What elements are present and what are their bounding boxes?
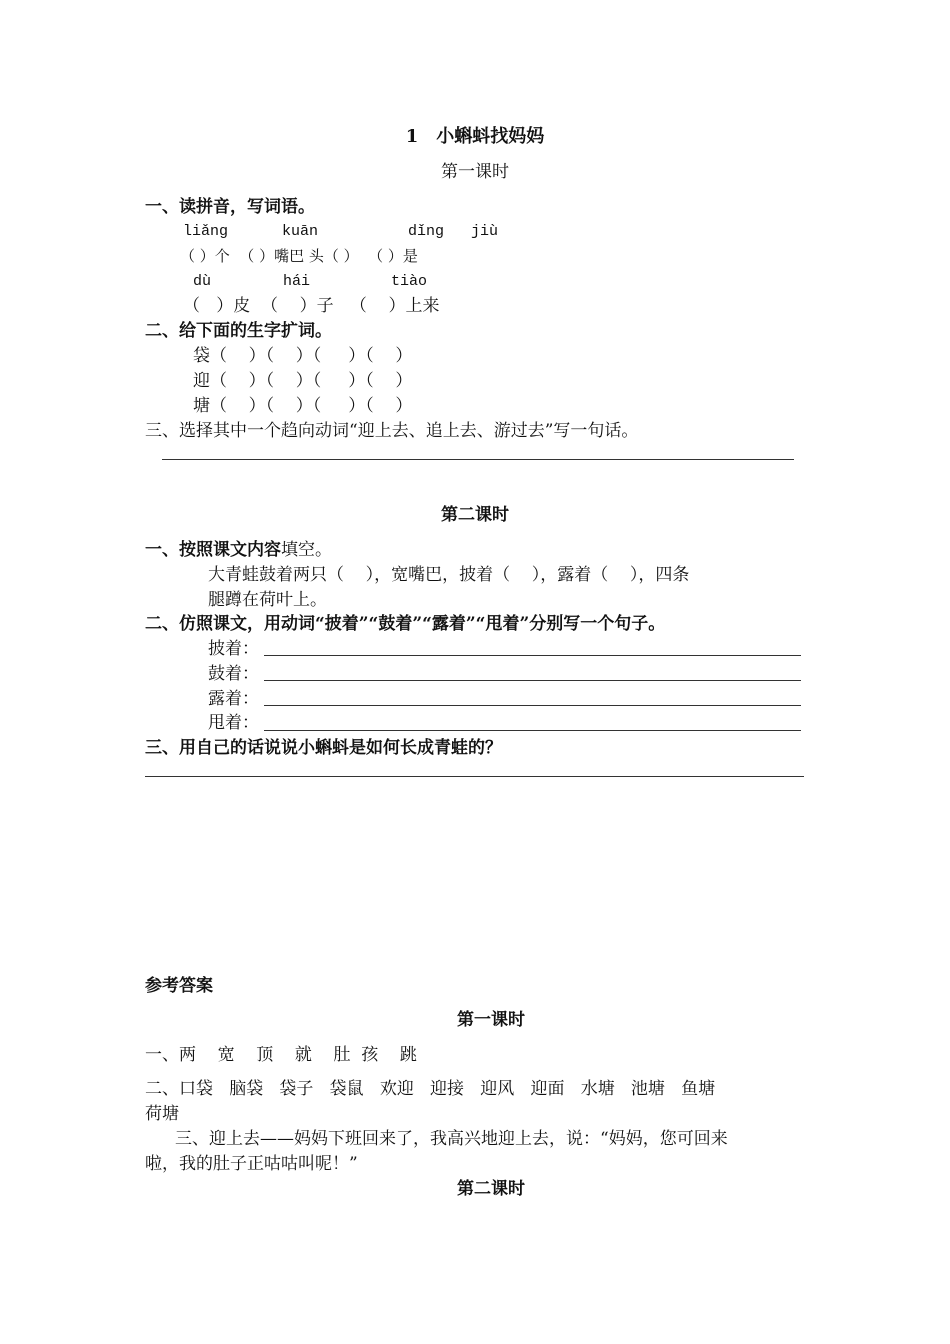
l2-q1-label xyxy=(145,540,332,560)
l1-q1-pinyin-row1: liǎng kuān dǐng jiù xyxy=(183,223,499,240)
l1-q3-label: 三、选择其中一个趋向动词“迎上去、追上去、游过去”写一句话。 xyxy=(145,421,639,441)
l1-q1-words-row1: （ ）个 （ ）嘴巴 头（ ） （ ）是 xyxy=(180,247,418,265)
l2-q2-line-guzhe[interactable] xyxy=(264,680,801,681)
l2-q2-item-guzhe: 鼓着： xyxy=(208,664,259,684)
answers-heading: 参考答案 xyxy=(145,976,213,996)
page-title: 1 小蝌蚪找妈妈 xyxy=(405,126,545,147)
answers-lesson2-heading: 第二课时 xyxy=(457,1179,525,1199)
l2-q2-item-shuaizhe: 甩着： xyxy=(208,713,259,733)
answer-3-line1: 三、迎上去——妈妈下班回来了，我高兴地迎上去，说：“妈妈，您可回来 xyxy=(175,1129,728,1149)
l2-q2-label: 二、仿照课文，用动词“披着”“鼓着”“露着”“甩着”分别写一个句子。 xyxy=(145,614,666,634)
answer-1: 一、两 宽 顶 就 肚 孩 跳 xyxy=(145,1045,417,1065)
l2-q2-line-pizhe[interactable] xyxy=(264,655,801,656)
l1-q1-words-row2: （ ）皮 （ ）子 （ ）上来 xyxy=(183,296,440,316)
l2-q1-label-bold: 一、按照课文内容 xyxy=(145,540,281,560)
answer-2-line1: 二、口袋 脑袋 袋子 袋鼠 欢迎 迎接 迎风 迎面 水塘 池塘 鱼塘 xyxy=(145,1079,716,1099)
l1-q2-row-dai: 袋（ ）（ ）（ ）（ ） xyxy=(193,346,413,366)
l1-q2-label: 二、给下面的生字扩词。 xyxy=(145,321,332,341)
l2-q3-answer-line[interactable] xyxy=(145,776,804,777)
l2-q3-label: 三、用自己的话说说小蝌蚪是如何长成青蛙的？ xyxy=(145,738,502,758)
answer-3-line2: 啦，我的肚子正咕咕叫呢！” xyxy=(145,1154,358,1174)
answer-2-line2: 荷塘 xyxy=(145,1104,179,1124)
l2-q2-line-luzhe[interactable] xyxy=(264,705,801,706)
l1-q3-answer-line[interactable] xyxy=(162,459,794,460)
l1-q1-label: 一、读拼音，写词语。 xyxy=(145,197,315,217)
answers-lesson1-heading: 第一课时 xyxy=(457,1010,525,1030)
l1-q2-row-tang: 塘（ ）（ ）（ ）（ ） xyxy=(193,396,413,416)
l2-q1-line2: 腿蹲在荷叶上。 xyxy=(208,590,327,610)
l2-q1-label-rest: 填空。 xyxy=(281,540,332,560)
l2-q2-line-shuaizhe[interactable] xyxy=(264,730,801,731)
lesson1-heading: 第一课时 xyxy=(441,162,509,182)
l2-q2-item-luzhe: 露着： xyxy=(208,689,259,709)
l1-q1-pinyin-row2: dù hái tiào xyxy=(193,273,428,290)
l1-q2-row-ying: 迎（ ）（ ）（ ）（ ） xyxy=(193,371,413,391)
l2-q2-item-pizhe: 披着： xyxy=(208,639,259,659)
lesson2-heading: 第二课时 xyxy=(441,505,509,525)
l2-q1-line1: 大青蛙鼓着两只（ ），宽嘴巴，披着（ ），露着（ ），四条 xyxy=(208,565,690,585)
